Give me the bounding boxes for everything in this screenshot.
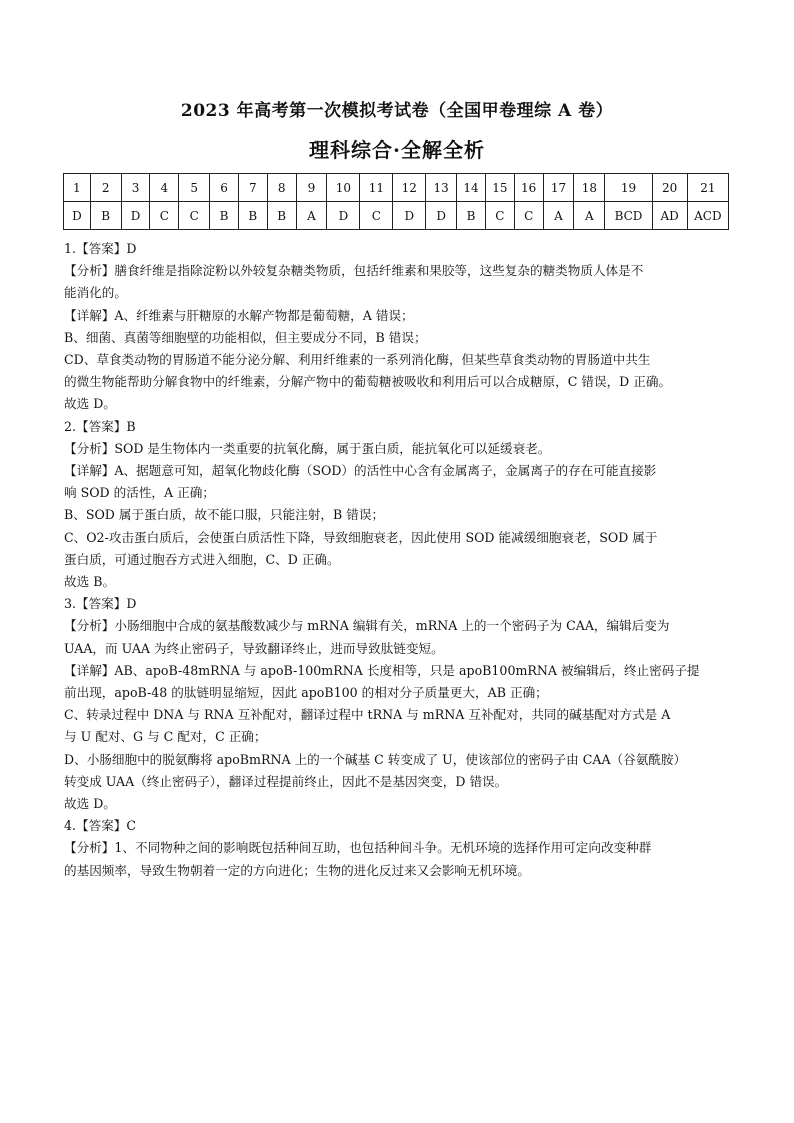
- text-line: 的微生物能帮助分解食物中的纤维素，分解产物中的葡萄糖被吸收和利用后可以合成糖原，C 错误，D 正确。: [64, 374, 672, 390]
- answer-cell: B: [238, 202, 267, 230]
- question-number-cell: 11: [360, 174, 393, 202]
- question-number-cell: 16: [514, 174, 543, 202]
- question-number-cell: 12: [393, 174, 426, 202]
- answer-cell: D: [426, 202, 457, 230]
- question-number-cell: 14: [457, 174, 486, 202]
- text-line: 【分析】SOD 是生物体内一类重要的抗氧化酶，属于蛋白质，能抗氧化可以延缓衰老。: [64, 440, 551, 456]
- answer-table-answer-row: [64, 202, 729, 230]
- text-line: 【详解】A、据题意可知，超氧化物歧化酶（SOD）的活性中心含有金属离子，金属离子的存在可能直接影: [64, 463, 657, 479]
- text-line: 【分析】小肠细胞中合成的氨基酸数减少与 mRNA 编辑有关，mRNA 上的一个密码子为 CAA，编辑后变为: [64, 618, 670, 634]
- answer-cell: D: [393, 202, 426, 230]
- answer-cell: D: [327, 202, 360, 230]
- answer-cell: B: [267, 202, 296, 230]
- text-line: 能消化的。: [64, 285, 127, 301]
- text-line: 【分析】膳食纤维是指除淀粉以外较复杂糖类物质，包括纤维素和果胶等，这些复杂的糖类物质人体是不: [64, 263, 644, 279]
- answer-cell: C: [360, 202, 393, 230]
- text-line: 故选 D。: [64, 796, 116, 812]
- answer-cell: C: [485, 202, 514, 230]
- answer-cell: A: [574, 202, 605, 230]
- text-line: 响 SOD 的活性，A 正确；: [64, 485, 215, 501]
- answer-cell: B: [90, 202, 121, 230]
- question-number-cell: 8: [267, 174, 296, 202]
- text-line: 转变成 UAA（终止密码子），翻译过程提前终止，因此不是基因突变，D 错误。: [64, 773, 508, 789]
- text-line: 1.【答案】D: [64, 241, 137, 256]
- text-line: 3.【答案】D: [64, 596, 137, 612]
- text-line: 与 U 配对、G 与 C 配对，C 正确；: [64, 729, 267, 745]
- question-number-cell: 2: [90, 174, 121, 202]
- question-number-cell: 20: [652, 174, 687, 202]
- answer-cell: D: [64, 202, 91, 230]
- page-title: 2023 年高考第一次模拟考试卷（全国甲卷理综 A 卷）: [180, 101, 614, 121]
- answer-cell: ACD: [687, 202, 728, 230]
- text-line: 【分析】1、不同物种之间的影响既包括种间互助，也包括种间斗争。无机环境的选择作用可定向改变种群: [64, 840, 652, 856]
- question-number-cell: 6: [210, 174, 239, 202]
- text-line: 故选 D。: [64, 396, 116, 412]
- question-number-cell: 9: [296, 174, 327, 202]
- answer-cell: C: [150, 202, 179, 230]
- answer-table: [63, 173, 729, 230]
- answer-cell: D: [121, 202, 150, 230]
- question-number-cell: 17: [543, 174, 574, 202]
- text-line: UAA，而 UAA 为终止密码子，导致翻译终止，进而导致肽链变短。: [64, 640, 444, 656]
- question-number-cell: 21: [687, 174, 728, 202]
- page-subtitle: 理科综合·全解全析: [309, 138, 485, 162]
- text-line: B、SOD 属于蛋白质，故不能口服，只能注射，B 错误；: [64, 507, 385, 523]
- question-number-cell: 5: [179, 174, 210, 202]
- question-number-cell: 19: [605, 174, 652, 202]
- text-line: C、转录过程中 DNA 与 RNA 互补配对，翻译过程中 tRNA 与 mRNA 互补配对，共同的碱基配对方式是 A: [64, 707, 671, 723]
- text-line: C、O2-攻击蛋白质后，会使蛋白质活性下降，导致细胞衰老，因此使用 SOD 能减缓细胞衰老，SOD 属于: [64, 529, 658, 545]
- text-line: 的基因频率，导致生物朝着一定的方向进化；生物的进化反过来又会影响无机环境。: [64, 862, 530, 878]
- question-number-cell: 3: [121, 174, 150, 202]
- question-number-cell: 1: [64, 174, 91, 202]
- question-number-cell: 18: [574, 174, 605, 202]
- answer-cell: C: [514, 202, 543, 230]
- text-line: CD、草食类动物的胃肠道不能分泌分解、利用纤维素的一系列消化酶，但某些草食类动物的胃肠道中共生: [64, 352, 651, 368]
- answer-cell: C: [179, 202, 210, 230]
- question-number-cell: 13: [426, 174, 457, 202]
- question-number-cell: 10: [327, 174, 360, 202]
- text-line: 2.【答案】B: [64, 418, 136, 434]
- answer-cell: A: [296, 202, 327, 230]
- text-line: 故选 B。: [64, 574, 116, 590]
- text-line: 【详解】A、纤维素与肝糖原的水解产物都是葡萄糖，A 错误；: [64, 307, 414, 323]
- question-number-cell: 7: [238, 174, 267, 202]
- question-number-cell: 15: [485, 174, 514, 202]
- answer-cell: BCD: [605, 202, 652, 230]
- question-number-cell: 4: [150, 174, 179, 202]
- text-line: B、细菌、真菌等细胞壁的功能相似，但主要成分不同，B 错误；: [64, 329, 427, 345]
- answer-table-number-row: [64, 174, 729, 202]
- answer-cell: A: [543, 202, 574, 230]
- text-line: 蛋白质，可通过胞吞方式进入细胞，C、D 正确。: [64, 551, 340, 567]
- solution-body: [64, 238, 730, 882]
- answer-cell: AD: [652, 202, 687, 230]
- answer-cell: B: [210, 202, 239, 230]
- text-line: D、小肠细胞中的脱氨酶将 apoBmRNA 上的一个碱基 C 转变成了 U，使该部位的密码子由 CAA（谷氨酰胺）: [64, 751, 687, 767]
- text-line: 前出现，apoB-48 的肽链明显缩短，因此 apoB100 的相对分子质量更大，AB 正确；: [64, 685, 548, 701]
- answer-cell: B: [457, 202, 486, 230]
- text-line: 【详解】AB、apoB-48mRNA 与 apoB-100mRNA 长度相等，只是 apoB100mRNA 被编辑后，终止密码子提: [64, 662, 700, 678]
- text-line: 4.【答案】C: [64, 818, 137, 834]
